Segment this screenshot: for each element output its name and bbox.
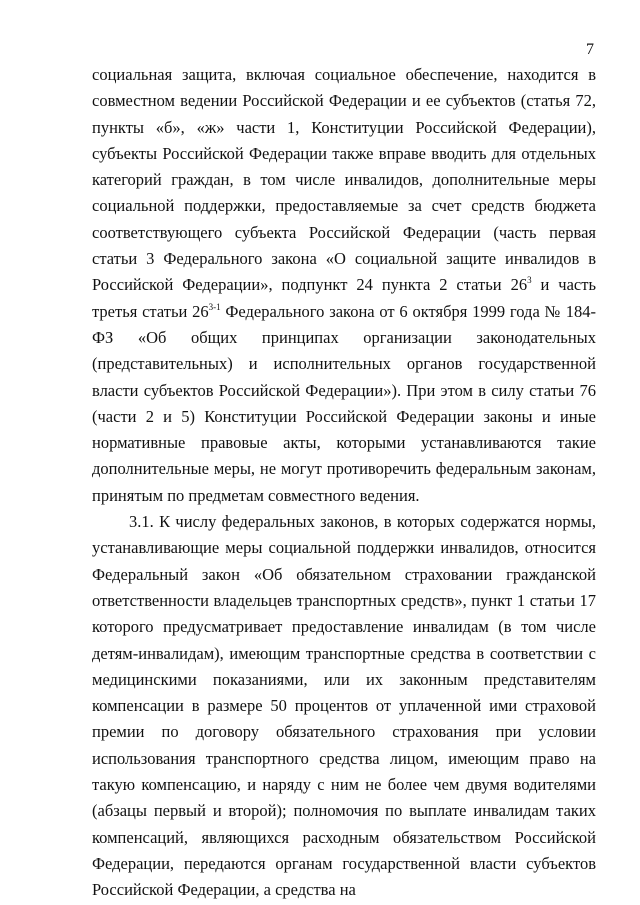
paragraph-text: 3.1. К числу федеральных законов, в которых содержатся нормы, устанавливающие меры социальной поддержки инвалидов, относится Федеральный закон «Об обязательном страховании гражданской ответственности владельцев транспортных средств», пункт 1 статьи 17 которого предусматривает предоставление инвалидам (в том числе детям-инвалидам), имеющим транспортные средства в соответствии с медицинскими показаниями, или их законным представителям компенсации в размере 50 процентов от уплаченной ими страховой премии по договору обязательного страхования при условии использования транспортного средства лицом, имеющим право на такую компенсацию, и наряду с ним не более чем двумя водителями (абзацы первый и второй); полномочия по выплате инвалидам таких компенсаций, являющихся расходным обязательством Российской Федерации, передаются органам государственной власти субъектов Российской Федерации, а средства на — [92, 512, 596, 900]
superscript-article-number: 3 — [527, 275, 532, 286]
paragraph-text: и часть третья статьи 26 — [92, 275, 596, 321]
paragraph-3-1 — [92, 509, 596, 903]
superscript-article-number: 3-1 — [208, 301, 221, 312]
page-number: 7 — [586, 41, 594, 58]
paragraph-text: Федерального закона от 6 октября 1999 года № 184-ФЗ «Об общих принципах организации законодательных (представительных) и исполнительных органов государственной власти субъектов Российской Федерации»). При этом в силу статьи 76 (части 2 и 5) Конституции Российской Федерации законы и иные нормативные правовые акты, которыми устанавливаются такие дополнительные меры, не могут противоречить федеральным законам, принятым по предметам совместного ведения. — [92, 301, 596, 505]
document-body — [92, 62, 596, 904]
paragraph-text: социальная защита, включая социальное обеспечение, находится в совместном ведении Российской Федерации и ее субъектов (статья 72, пункты «б», «ж» части 1, Конституции Российской Федерации), субъекты Российской Федерации также вправе вводить для отдельных категорий граждан, в том числе инвалидов, дополнительные меры социальной поддержки, предоставляемые за счет средств бюджета соответствующего субъекта Российской Федерации (часть первая статьи 3 Федерального закона «О социальной защите инвалидов в Российской Федерации», подпункт 24 пункта 2 статьи 26 — [92, 65, 596, 295]
paragraph-continued — [92, 62, 596, 509]
